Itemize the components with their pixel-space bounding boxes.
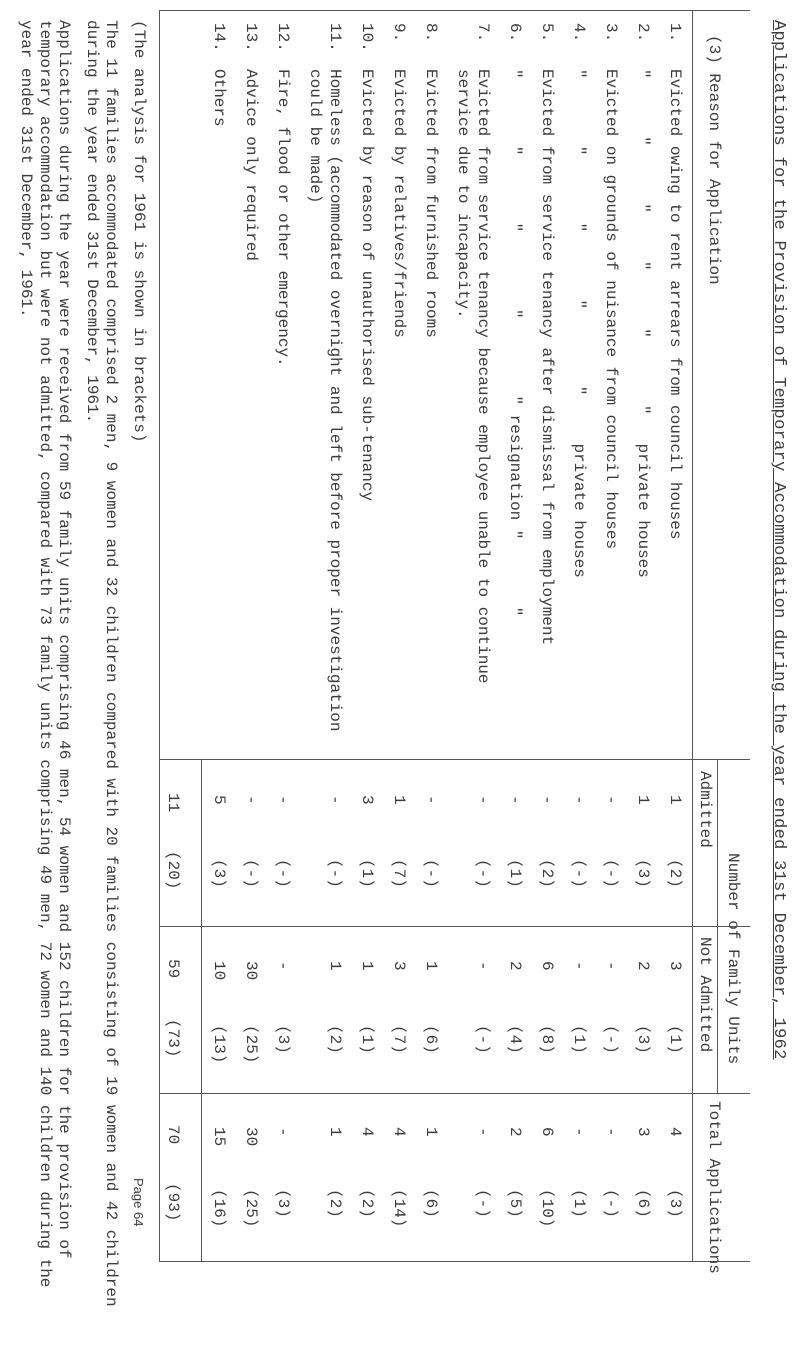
row-total: 15: [210, 1127, 228, 1147]
row-admitted: 1: [666, 795, 684, 805]
row-index: 5.: [538, 23, 556, 43]
row-total-prev: (5): [506, 1189, 524, 1218]
row-total: -: [602, 1127, 620, 1137]
row-not-admitted-prev: (25): [242, 1025, 260, 1064]
row-admitted-prev: (-): [326, 859, 344, 888]
row-total-prev: (14): [390, 1189, 408, 1228]
row-total-prev: (3): [666, 1189, 684, 1218]
row-not-admitted-prev: (1): [358, 1025, 376, 1054]
total-not-admitted: 59: [164, 959, 182, 979]
row-total: 4: [666, 1127, 684, 1137]
row-not-admitted: 1: [326, 961, 344, 971]
column-divider-admitted: [160, 926, 750, 927]
row-total: -: [474, 1127, 492, 1137]
page-title: Applications for the Provision of Temporary Accommodation during the year ended 31st December, 1962: [769, 20, 788, 1060]
header-number-of-family-units: Number of Family Units: [724, 853, 742, 1065]
column-divider-not-admitted: [160, 1093, 750, 1094]
row-reason: Evicted by relatives/friends: [390, 69, 408, 338]
row-admitted-prev: (-): [274, 859, 292, 888]
row-index: 1.: [666, 23, 684, 43]
row-admitted: -: [570, 795, 588, 805]
total-total-prev: (93): [164, 1183, 182, 1222]
row-admitted: -: [538, 795, 556, 805]
total-total: 70: [164, 1125, 182, 1145]
row-admitted-prev: (3): [634, 859, 652, 888]
page-number: Page 64: [131, 1178, 146, 1227]
header-admitted: Admitted: [696, 771, 714, 848]
row-not-admitted: -: [474, 961, 492, 971]
row-admitted-prev: (2): [538, 859, 556, 888]
row-total: 4: [390, 1127, 408, 1137]
row-admitted: -: [274, 795, 292, 805]
row-not-admitted-prev: (3): [634, 1025, 652, 1054]
row-admitted: 5: [210, 795, 228, 805]
footnote-brackets: (The analysis for 1961 is shown in brackets): [130, 20, 148, 443]
row-total: 1: [326, 1127, 344, 1137]
row-total: 2: [506, 1127, 524, 1137]
header-not-admitted: Not Admitted: [696, 937, 714, 1053]
header-rule-columns: [692, 759, 693, 1261]
row-not-admitted-prev: (1): [570, 1025, 588, 1054]
row-total: 3: [634, 1127, 652, 1137]
row-reason: Evicted on grounds of nuisance from council houses: [602, 69, 620, 550]
row-reason: " " " " " resignation " ": [506, 69, 524, 617]
header-rule-reason: [692, 11, 693, 759]
row-total: 30: [242, 1127, 260, 1147]
row-reason-continued: service due to incapacity.: [454, 69, 472, 319]
row-reason: Evicted from service tenancy because employee unable to continue: [474, 69, 492, 684]
row-not-admitted-prev: (13): [210, 1025, 228, 1064]
row-not-admitted-prev: (2): [326, 1025, 344, 1054]
applications-table: [159, 10, 750, 1274]
row-admitted-prev: (1): [506, 859, 524, 888]
row-total: 4: [358, 1127, 376, 1137]
row-reason: Evicted owing to rent arrears from council houses: [666, 69, 684, 540]
row-total-prev: (6): [634, 1189, 652, 1218]
row-admitted-prev: (-): [474, 859, 492, 888]
row-admitted-prev: (-): [602, 859, 620, 888]
row-index: 3.: [602, 23, 620, 43]
row-total-prev: (25): [242, 1189, 260, 1228]
row-index: 9.: [390, 23, 408, 43]
row-index: 14.: [210, 23, 228, 52]
row-admitted: 1: [390, 795, 408, 805]
row-total: 1: [422, 1127, 440, 1137]
footnote-admitted-2: during the year ended 31st December, 1961.: [83, 20, 101, 424]
total-admitted: 11: [164, 793, 182, 813]
row-not-admitted-prev: (3): [274, 1025, 292, 1054]
row-reason: Evicted by reason of unauthorised sub-tenancy: [358, 69, 376, 502]
row-reason: Advice only required: [242, 69, 260, 262]
row-admitted-prev: (7): [390, 859, 408, 888]
row-not-admitted-prev: (1): [666, 1025, 684, 1054]
row-index: 7.: [474, 23, 492, 43]
footnote-not-admitted-1: Applications during the year were received from 59 family units comprising 46 men, 54 women and 152 children for the provision of: [55, 20, 73, 1259]
row-index: 12.: [274, 23, 292, 52]
row-index: 2.: [634, 23, 652, 43]
row-total-prev: (3): [274, 1189, 292, 1218]
row-total: 6: [538, 1127, 556, 1137]
row-admitted-prev: (3): [210, 859, 228, 888]
row-admitted-prev: (-): [242, 859, 260, 888]
row-reason: " " " " " " private houses: [634, 69, 652, 578]
column-divider-reason: [160, 759, 750, 760]
row-reason-continued: could be made): [306, 69, 324, 204]
row-total-prev: (2): [326, 1189, 344, 1218]
row-index: 11.: [326, 23, 344, 52]
row-index: 13.: [242, 23, 260, 52]
row-not-admitted-prev: (7): [390, 1025, 408, 1054]
row-admitted-prev: (2): [666, 859, 684, 888]
total-admitted-prev: (20): [164, 851, 182, 890]
footnote-admitted-1: The 11 families accommodated comprised 2 men, 9 women and 32 children compared with 20 families consisting of 19 women and 42 children: [102, 20, 120, 1307]
header-total-applications: Total Applications: [705, 1101, 723, 1274]
row-not-admitted: 3: [390, 961, 408, 971]
row-not-admitted-prev: (-): [602, 1025, 620, 1054]
row-index: 4.: [570, 23, 588, 43]
row-admitted: -: [602, 795, 620, 805]
total-not-admitted-prev: (73): [164, 1019, 182, 1058]
row-not-admitted: 30: [242, 961, 260, 981]
row-reason: Evicted from furnished rooms: [422, 69, 440, 338]
row-not-admitted: 2: [634, 961, 652, 971]
row-not-admitted: -: [602, 961, 620, 971]
row-admitted: -: [326, 795, 344, 805]
row-reason: " " " " " private houses: [570, 69, 588, 578]
row-not-admitted: 2: [506, 961, 524, 971]
row-not-admitted-prev: (6): [422, 1025, 440, 1054]
row-not-admitted: -: [274, 961, 292, 971]
row-index: 10.: [358, 23, 376, 52]
row-total-prev: (16): [210, 1189, 228, 1228]
footnote-not-admitted-2: temporary accommodation but were not admitted, compared with 73 family units comprising 49 men, 72 women and 140 children during the: [36, 20, 54, 1288]
row-admitted: -: [422, 795, 440, 805]
row-total: -: [274, 1127, 292, 1137]
row-total: -: [570, 1127, 588, 1137]
row-reason: Others: [210, 69, 228, 127]
row-reason: Fire, flood or other emergency.: [274, 69, 292, 367]
header-reason: (3) Reason for Application: [705, 35, 723, 285]
footnote-not-admitted-3: year ended 31st December, 1961.: [17, 20, 35, 318]
row-not-admitted-prev: (4): [506, 1025, 524, 1054]
row-reason: Homeless (accommodated overnight and left before proper investigation: [326, 69, 344, 732]
row-total-prev: (2): [358, 1189, 376, 1218]
row-not-admitted: 3: [666, 961, 684, 971]
row-total-prev: (10): [538, 1189, 556, 1228]
row-reason: Evicted from service tenancy after dismissal from employment: [538, 69, 556, 646]
row-admitted: -: [474, 795, 492, 805]
row-not-admitted: 10: [210, 961, 228, 981]
row-admitted-prev: (-): [570, 859, 588, 888]
row-total-prev: (6): [422, 1189, 440, 1218]
row-not-admitted-prev: (-): [474, 1025, 492, 1054]
row-admitted: -: [506, 795, 524, 805]
header-rule-number-group: [717, 759, 718, 1093]
row-not-admitted: 1: [422, 961, 440, 971]
totals-rule: [201, 759, 202, 1261]
row-total-prev: (1): [570, 1189, 588, 1218]
row-not-admitted: -: [570, 961, 588, 971]
row-admitted: 1: [634, 795, 652, 805]
row-index: 6.: [506, 23, 524, 43]
row-not-admitted: 1: [358, 961, 376, 971]
row-admitted-prev: (1): [358, 859, 376, 888]
row-total-prev: (-): [474, 1189, 492, 1218]
row-not-admitted: 6: [538, 961, 556, 971]
row-admitted-prev: (-): [422, 859, 440, 888]
row-not-admitted-prev: (8): [538, 1025, 556, 1054]
row-index: 8.: [422, 23, 440, 43]
row-total-prev: (-): [602, 1189, 620, 1218]
row-admitted: 3: [358, 795, 376, 805]
row-admitted: -: [242, 795, 260, 805]
